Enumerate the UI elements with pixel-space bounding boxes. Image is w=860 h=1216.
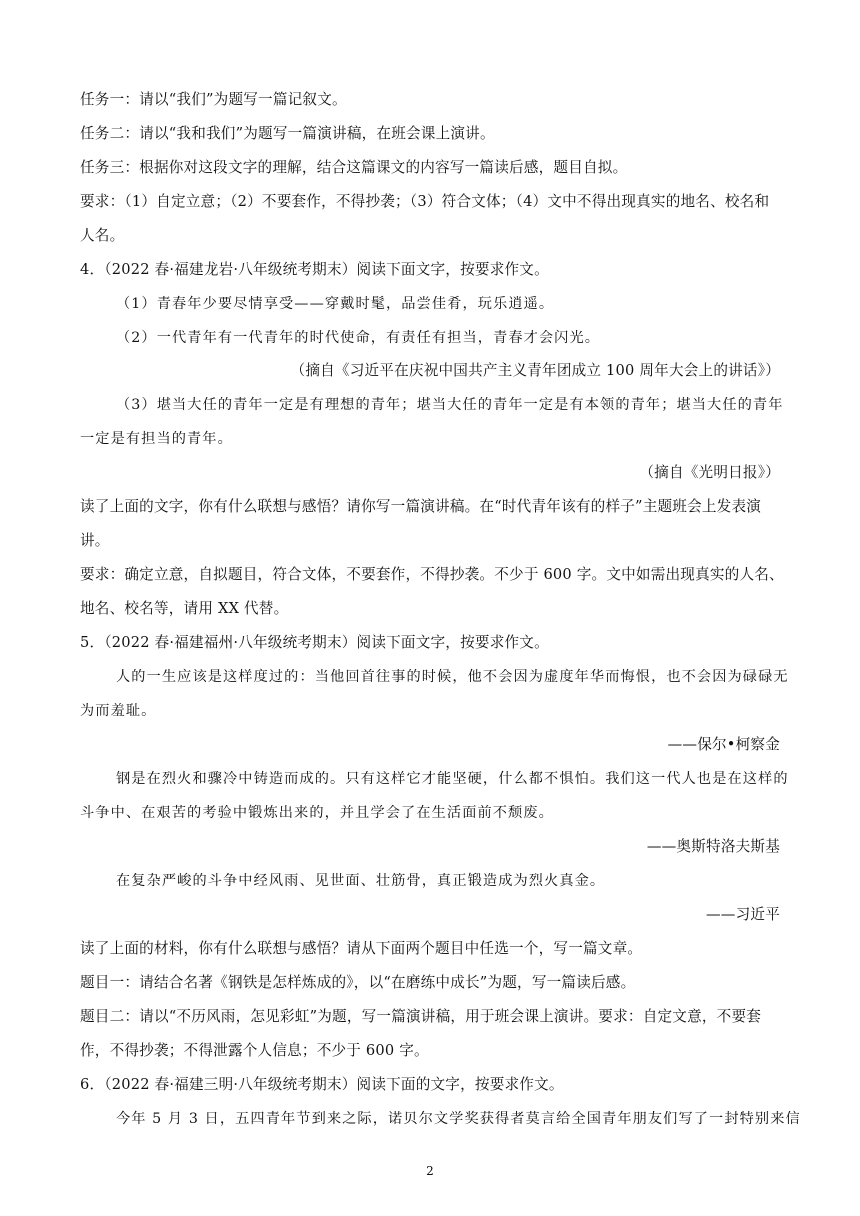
requirements-line-cont: 人名。 (80, 227, 125, 244)
q4-prompt: 读了上面的文字，你有什么联想与感悟？请你写一篇演讲稿。在“时代青年该有的样子”主题班会上发表演 (80, 498, 762, 515)
q4-prompt-cont: 讲。 (80, 532, 110, 549)
q5-attribution-3: ——习近平 (706, 906, 780, 923)
q4-requirements-cont: 地名、校名等，请用 XX 代替。 (80, 600, 289, 617)
q6-passage: 今年 5 月 3 日，五四青年节到来之际，诺贝尔文学奖获得者莫言给全国青年朋友们写了一封特别来信 (116, 1111, 801, 1127)
q4-quote-3: （3）堪当大任的青年一定是有理想的青年；堪当大任的青年一定是有本领的青年；堪当大任的青年 (116, 397, 784, 413)
question-4-heading: 4．（2022 春·福建龙岩·八年级统考期末）阅读下面文字，按要求作文。 (80, 261, 549, 278)
q5-quote-1-cont: 为而羞耻。 (80, 703, 157, 719)
q4-quote-3-cont: 一定是有担当的青年。 (80, 431, 233, 447)
q5-quote-3: 在复杂严峻的斗争中经风雨、见世面、壮筋骨，真正锻造成为烈火真金。 (116, 873, 606, 889)
question-6-heading: 6．（2022 春·福建三明·八年级统考期末）阅读下面的文字，按要求作文。 (80, 1076, 564, 1093)
q4-quote-2: （2）一代青年有一代青年的时代使命，有责任有担当，青春才会闪光。 (116, 330, 601, 346)
q4-quote-1: （1）青春年少要尽情享受——穿戴时髦，品尝佳肴，玩乐逍遥。 (116, 296, 555, 312)
q4-source-2: （摘自《光明日报》） (639, 464, 780, 481)
task-one-line: 任务一：请以“我们”为题写一篇记叙文。 (80, 91, 347, 108)
requirements-line: 要求：（1）自定立意；（2）不要套作，不得抄袭；（3）符合文体；（4）文中不得出现真实的地名、校名和 (80, 193, 770, 210)
question-5-heading: 5．（2022 春·福建福州·八年级统考期末）阅读下面文字，按要求作文。 (80, 634, 549, 651)
task-two-line: 任务二：请以“我和我们”为题写一篇演讲稿，在班会课上演讲。 (80, 125, 495, 142)
q5-topic-two: 题目二：请以“不历风雨，怎见彩虹”为题，写一篇演讲稿，用于班会课上演讲。要求：自定文意，不要套 (80, 1008, 762, 1025)
q5-topic-one: 题目一：请结合名著《钢铁是怎样炼成的》，以“在磨练中成长”为题，写一篇读后感。 (80, 974, 636, 991)
q5-topic-two-cont: 作，不得抄袭；不得泄露个人信息；不少于 600 字。 (80, 1042, 429, 1059)
q5-quote-2: 钢是在烈火和骤冷中铸造而成的。只有这样它才能坚硬，什么都不惧怕。我们这一代人也是在这样的 (116, 771, 789, 787)
q5-attribution-2: ——奥斯特洛夫斯基 (646, 838, 780, 855)
q4-source-1: （摘自《习近平在庆祝中国共产主义青年团成立 100 周年大会上的讲话》） (290, 362, 780, 379)
page-number: 2 (426, 1164, 434, 1178)
task-three-line: 任务三：根据你对这段文字的理解，结合这篇课文的内容写一篇读后感，题目自拟。 (80, 159, 628, 176)
q5-quote-1: 人的一生应该是这样度过的：当他回首往事的时候，他不会因为虚度年华而悔恨，也不会因为碌碌无 (116, 669, 789, 685)
q5-quote-2-cont: 斗争中、在艰苦的考验中锻炼出来的，并且学会了在生活面前不颓废。 (80, 805, 554, 821)
q5-prompt: 读了上面的材料，你有什么联想与感悟？请从下面两个题目中任选一个，写一篇文章。 (80, 940, 643, 957)
q4-requirements: 要求：确定立意，自拟题目，符合文体，不要套作，不得抄袭。不少于 600 字。文中如需出现真实的人名、 (80, 566, 784, 583)
q5-attribution-1: ——保尔•柯察金 (667, 736, 780, 753)
